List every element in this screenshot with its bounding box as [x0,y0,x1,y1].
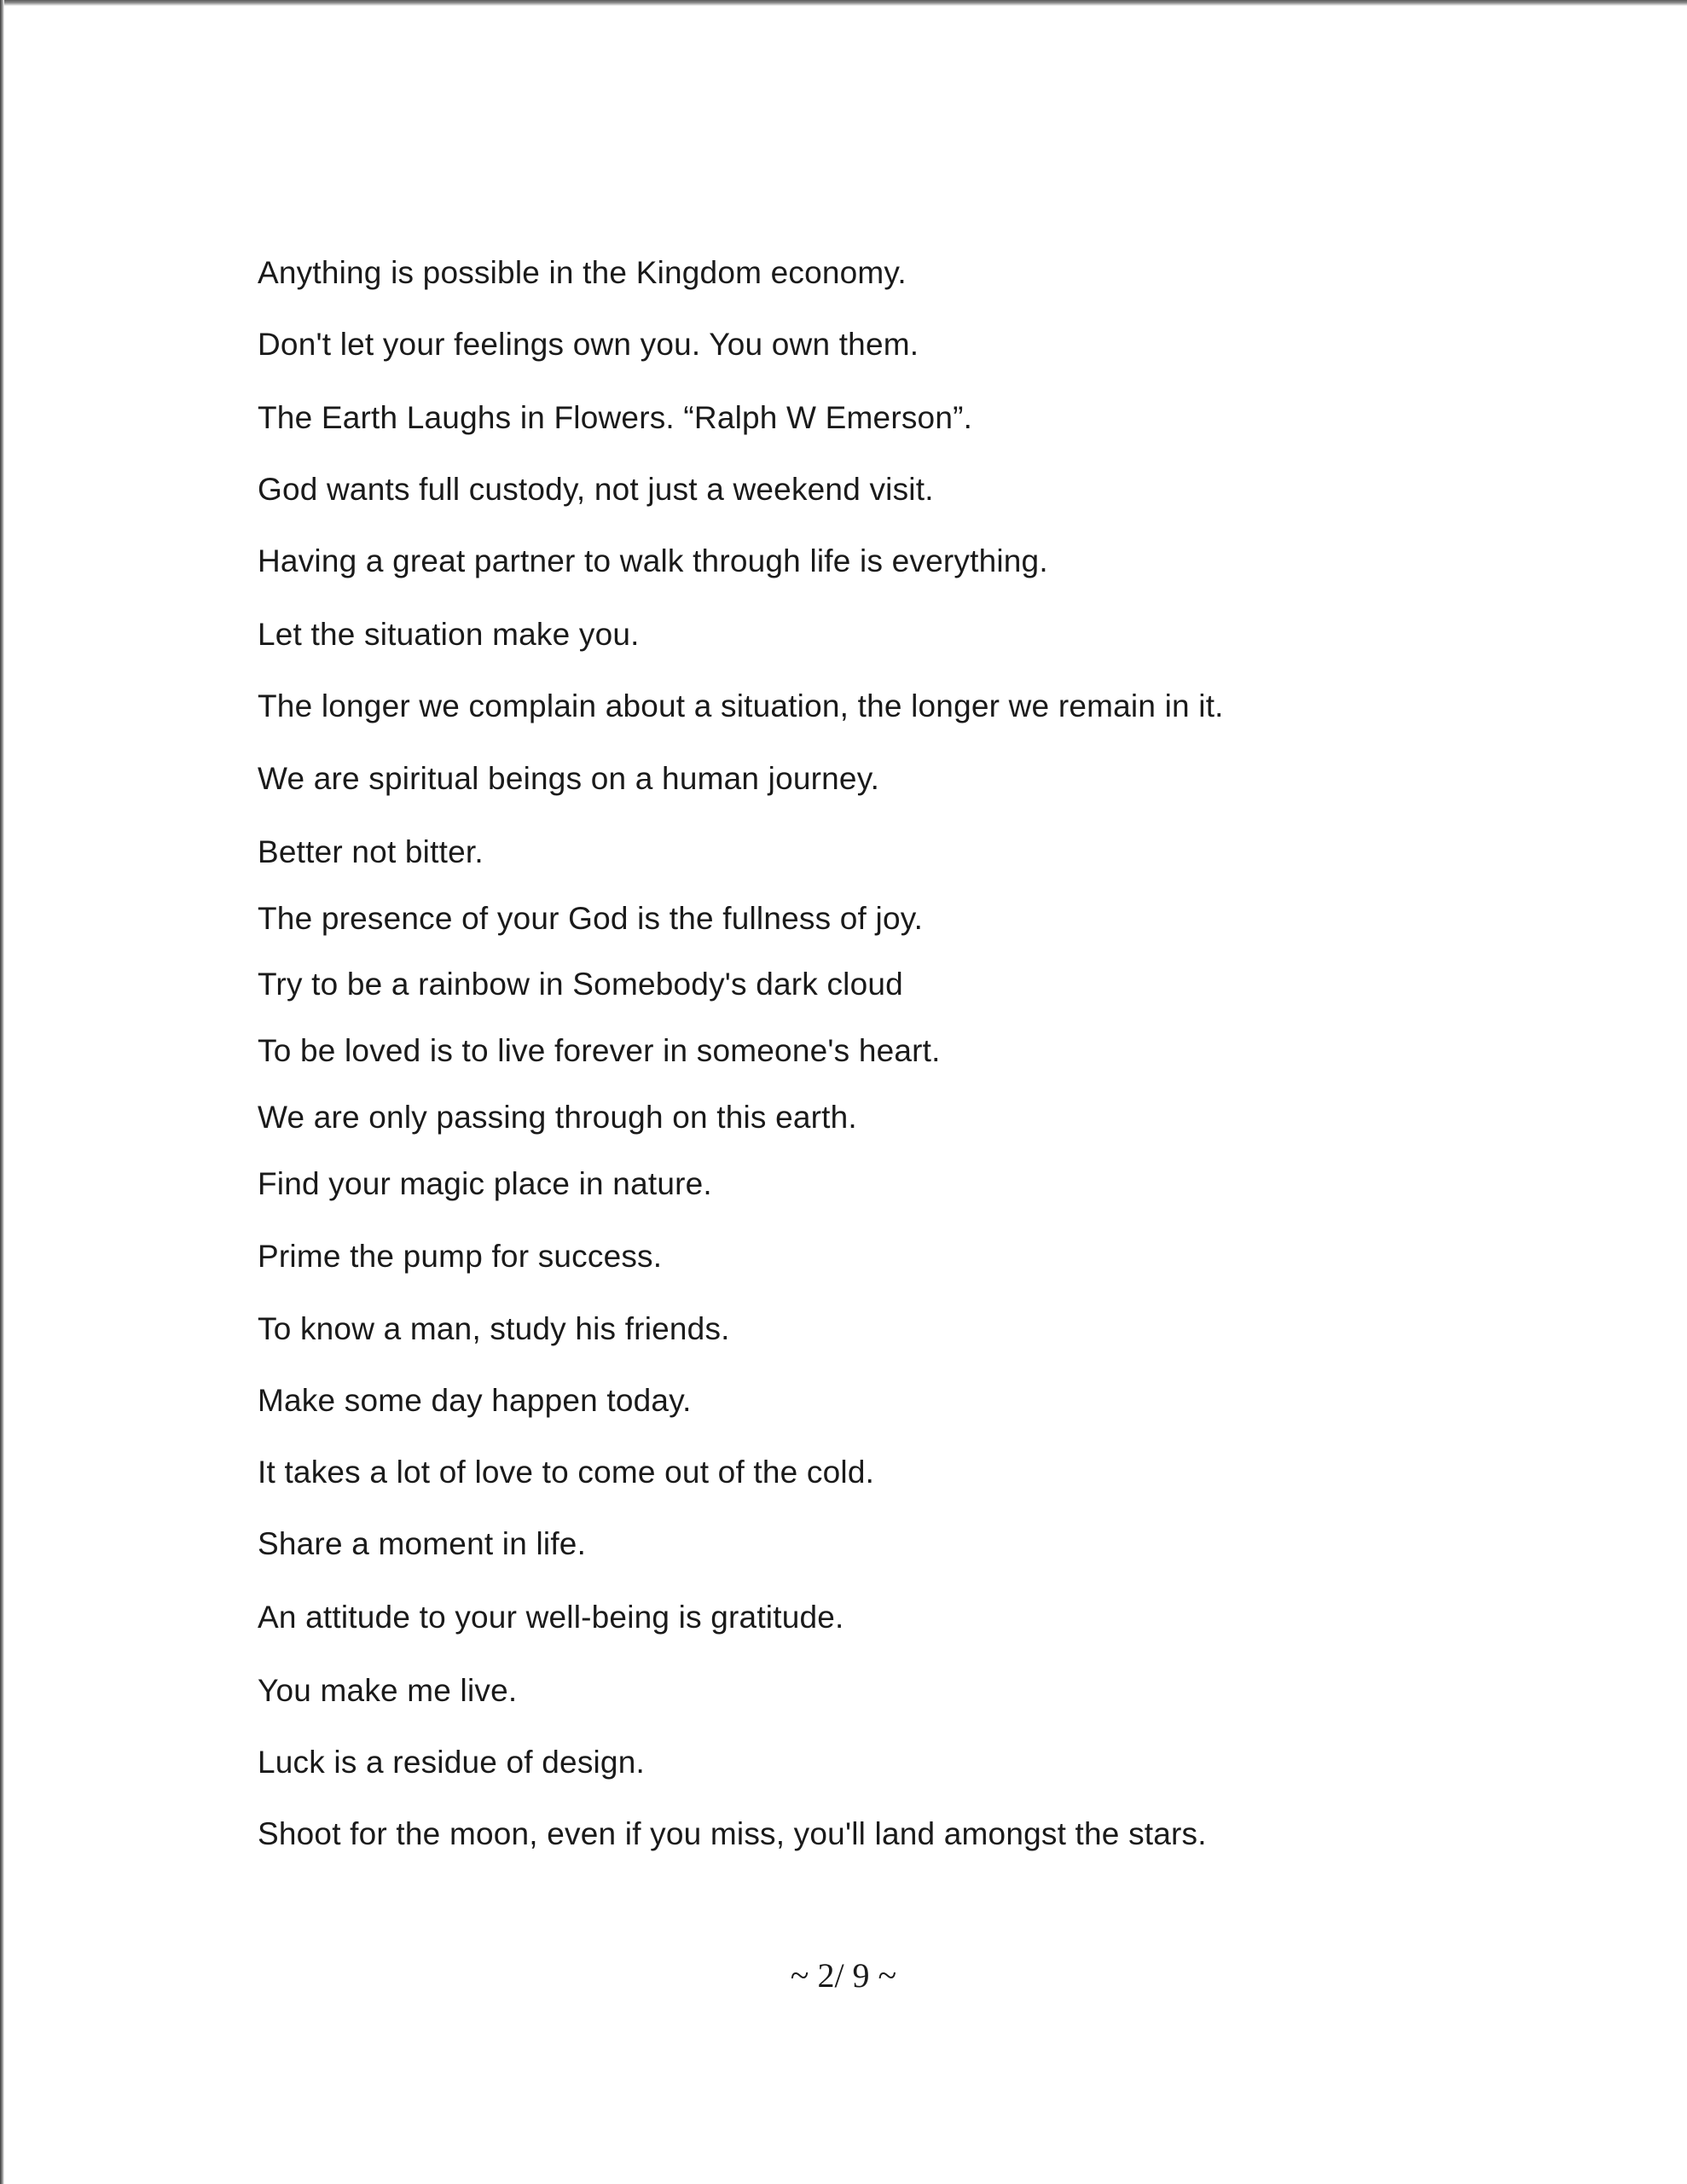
quote-line: Shoot for the moon, even if you miss, you'll land amongst the stars. [258,1816,1207,1851]
quote-line: God wants full custody, not just a weekend visit. [258,472,934,507]
quote-line: Better not bitter. [258,834,484,869]
quote-line: The presence of your God is the fullness of joy. [258,901,924,936]
quote-line: Prime the pump for success. [258,1239,663,1274]
quote-line: Luck is a residue of design. [258,1745,645,1780]
quote-line: Find your magic place in nature. [258,1166,712,1201]
quote-line: It takes a lot of love to come out of the cold. [258,1455,875,1490]
quote-line: Share a moment in life. [258,1526,587,1561]
quote-line: An attitude to your well-being is gratitude. [258,1600,844,1635]
quote-line: Having a great partner to walk through life is everything. [258,543,1048,578]
quote-line: Anything is possible in the Kingdom economy. [258,255,907,290]
quote-line: The longer we complain about a situation, the longer we remain in it. [258,688,1224,723]
quote-line: Make some day happen today. [258,1383,692,1418]
quote-line: We are spiritual beings on a human journey. [258,761,880,796]
quote-line: You make me live. [258,1673,518,1708]
scan-edge-top [0,0,1687,6]
quote-line: Let the situation make you. [258,617,640,652]
quote-line: To know a man, study his friends. [258,1311,730,1346]
quote-line: We are only passing through on this earth. [258,1100,857,1135]
quote-line: Don't let your feelings own you. You own them. [258,327,919,362]
quote-line: To be loved is to live forever in someone's heart. [258,1033,941,1068]
quote-line: The Earth Laughs in Flowers. “Ralph W Emerson”. [258,400,973,435]
scan-edge-left [0,0,4,2184]
quote-line: Try to be a rainbow in Somebody's dark cloud [258,967,903,1002]
page-number: ~ 2/ 9 ~ [790,1956,897,1995]
